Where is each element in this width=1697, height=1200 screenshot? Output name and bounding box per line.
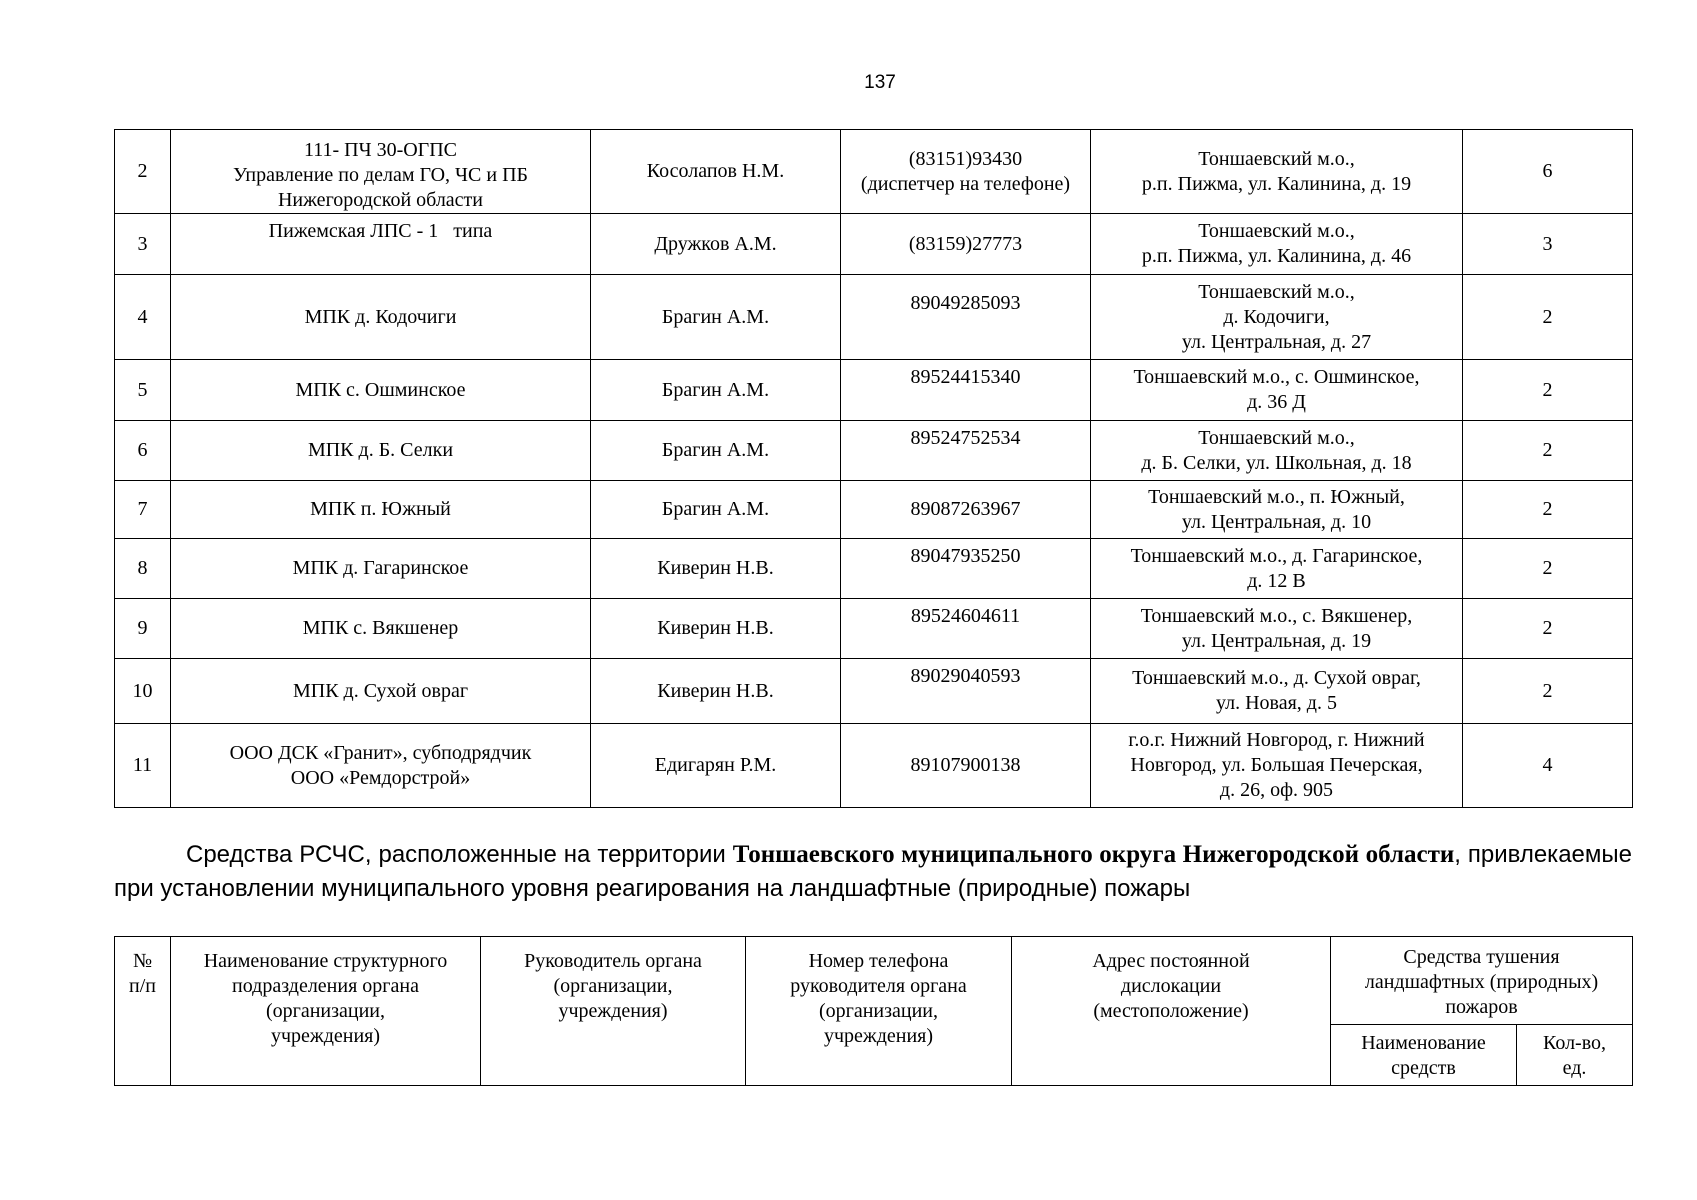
unit-name: ООО ДСК «Гранит», субподрядчик ООО «Ремдорстрой»	[171, 724, 591, 808]
head-name: Киверин Н.В.	[591, 539, 841, 599]
address: Тоншаевский м.о., п. Южный, ул. Центральная, д. 10	[1091, 481, 1463, 539]
table-row	[115, 599, 1633, 659]
head-name: Косолапов Н.М.	[591, 130, 841, 214]
address: Тоншаевский м.о., р.п. Пижма, ул. Калинина, д. 46	[1091, 214, 1463, 275]
address: Тоншаевский м.о., с. Ошминское, д. 36 Д	[1091, 360, 1463, 421]
row-number: 9	[115, 599, 171, 659]
unit-count: 2	[1463, 360, 1633, 421]
table-row	[115, 214, 1633, 275]
table-row	[115, 130, 1633, 214]
address: Тоншаевский м.о., д. Гагаринское, д. 12 В	[1091, 539, 1463, 599]
phone-number: 89049285093	[841, 275, 1091, 360]
address: Тоншаевский м.о., д. Кодочиги, ул. Центральная, д. 27	[1091, 275, 1463, 360]
head-name: Брагин А.М.	[591, 360, 841, 421]
header-means-name: Наименование средств	[1331, 1025, 1517, 1086]
page-number: 137	[864, 72, 896, 93]
head-name: Едигарян Р.М.	[591, 724, 841, 808]
landscape-fire-means-table	[114, 936, 1633, 1086]
table-row	[115, 360, 1633, 421]
address: Тоншаевский м.о., д. Сухой овраг, ул. Новая, д. 5	[1091, 659, 1463, 724]
unit-name: Пижемская ЛПС - 1 типа	[171, 214, 591, 275]
head-name: Киверин Н.В.	[591, 599, 841, 659]
phone-number: 89029040593	[841, 659, 1091, 724]
phone-number: (83159)27773	[841, 214, 1091, 275]
unit-name: МПК д. Б. Селки	[171, 421, 591, 481]
address: Тоншаевский м.о., с. Вякшенер, ул. Центральная, д. 19	[1091, 599, 1463, 659]
unit-name: МПК д. Кодочиги	[171, 275, 591, 360]
row-number: 4	[115, 275, 171, 360]
table-row	[115, 724, 1633, 808]
unit-count: 2	[1463, 659, 1633, 724]
unit-name: МПК с. Ошминское	[171, 360, 591, 421]
unit-name: МПК п. Южный	[171, 481, 591, 539]
address: Тоншаевский м.о., д. Б. Селки, ул. Школьная, д. 18	[1091, 421, 1463, 481]
phone-number: 89524752534	[841, 421, 1091, 481]
phone-number: 89047935250	[841, 539, 1091, 599]
phone-number: 89087263967	[841, 481, 1091, 539]
address: Тоншаевский м.о., р.п. Пижма, ул. Калинина, д. 19	[1091, 130, 1463, 214]
header-phone: Номер телефона руководителя органа (организации, учреждения)	[746, 937, 1012, 1086]
table-row	[115, 481, 1633, 539]
unit-name: МПК д. Сухой овраг	[171, 659, 591, 724]
head-name: Киверин Н.В.	[591, 659, 841, 724]
header-means: Средства тушения ландшафтных (природных) пожаров	[1331, 937, 1633, 1025]
header-row	[115, 937, 1633, 1025]
row-number: 8	[115, 539, 171, 599]
head-name: Дружков А.М.	[591, 214, 841, 275]
unit-count: 2	[1463, 481, 1633, 539]
section-heading	[114, 838, 1632, 906]
head-name: Брагин А.М.	[591, 275, 841, 360]
unit-count: 2	[1463, 599, 1633, 659]
row-number: 10	[115, 659, 171, 724]
unit-count: 2	[1463, 275, 1633, 360]
unit-count: 4	[1463, 724, 1633, 808]
head-name: Брагин А.М.	[591, 481, 841, 539]
heading-text-part2: , привлекаемые при установлении муниципального уровня реагирования на ландшафтные (природные) пожары	[114, 841, 1632, 902]
heading-text-bold: Тоншаевского муниципального округа Нижегородской области	[732, 841, 1455, 868]
unit-count: 3	[1463, 214, 1633, 275]
header-means-count: Кол-во, ед.	[1517, 1025, 1633, 1086]
row-number: 11	[115, 724, 171, 808]
unit-count: 6	[1463, 130, 1633, 214]
heading-text-part1: Средства РСЧС, расположенные на территории	[186, 841, 733, 868]
fire-units-table	[114, 129, 1633, 808]
header-address: Адрес постоянной дислокации (местоположение)	[1012, 937, 1331, 1086]
header-head: Руководитель органа (организации, учреждения)	[481, 937, 746, 1086]
phone-number: 89524604611	[841, 599, 1091, 659]
phone-number: 89524415340	[841, 360, 1091, 421]
unit-name: МПК д. Гагаринское	[171, 539, 591, 599]
table-row	[115, 421, 1633, 481]
table-row	[115, 275, 1633, 360]
table-row	[115, 659, 1633, 724]
row-number: 5	[115, 360, 171, 421]
header-unit-name: Наименование структурного подразделения органа (организации, учреждения)	[171, 937, 481, 1086]
table-row	[115, 539, 1633, 599]
row-number: 3	[115, 214, 171, 275]
phone-number: (83151)93430 (диспетчер на телефоне)	[841, 130, 1091, 214]
unit-name: 111- ПЧ 30-ОГПС Управление по делам ГО, ЧС и ПБ Нижегородской области	[171, 130, 591, 214]
row-number: 6	[115, 421, 171, 481]
row-number: 7	[115, 481, 171, 539]
head-name: Брагин А.М.	[591, 421, 841, 481]
unit-count: 2	[1463, 539, 1633, 599]
header-number: № п/п	[115, 937, 171, 1086]
unit-count: 2	[1463, 421, 1633, 481]
unit-name: МПК с. Вякшенер	[171, 599, 591, 659]
phone-number: 89107900138	[841, 724, 1091, 808]
address: г.о.г. Нижний Новгород, г. Нижний Новгород, ул. Большая Печерская, д. 26, оф. 905	[1091, 724, 1463, 808]
row-number: 2	[115, 130, 171, 214]
